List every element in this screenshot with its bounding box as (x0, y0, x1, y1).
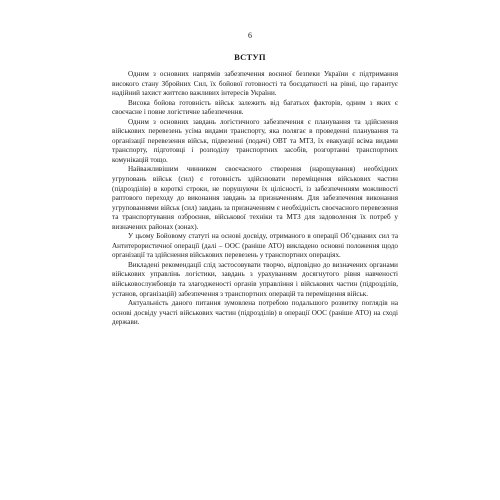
page-number: 6 (248, 31, 252, 40)
section-heading: ВСТУП (234, 52, 266, 62)
paragraph: Актуальність даного питання зумовлена потребою подальшого розвитку поглядів на основі досвіду участі військових частин (підрозділів) в операції ООС (раніше АТО) на сході держави. (112, 299, 398, 327)
paragraph: Одним з основних завдань логістичного забезпечення є планування та здійснення військових перевезень усіма видами транспорту, яка полягає в проведенні планування та організації перевезення військ, підвезенні (подачі) ОВТ та МТЗ, їх евакуації всіма видами транспорту, підготовці і розподілу транспортних засобів, розгортанні транспортних комунікацій тощо. (112, 117, 398, 164)
paragraph: У цьому Бойовому статуті на основі досвіду, отриманого в операції Об’єднаних сил та Антитерористичної операції (далі – ООС (раніше АТО) викладено основні положення щодо організації та здійснення військових перевезень у транспортних операціях. (112, 232, 398, 260)
document-body (112, 70, 398, 328)
paragraph: Викладені рекомендації слід застосовувати творчо, відповідно до визначених органами військових управлінь логістики, завдань з урахуванням досягнутого рівня навченості військовослужбовців та злагодженості органів управління і військових частин (підрозділів, установ, організацій) забезпечення з транспортних операцій та переміщення військ. (112, 260, 398, 298)
paragraph: Найважливішим чинником своєчасного створення (нарощування) необхідних угруповань військ (сил) є готовність здійснювати переміщення військових частин (підрозділів) в короткі строки, не порушуючи їх цілісності, із забезпеченням можливості раптового переходу до виконання завдань за призначенням. Для забезпечення виконання угрупованнями військ (сил) завдань за призначенням є необхідність своєчасного перевезення та транспортування озброєння, військової техніки та МТЗ для задоволення їх потреб у визначених районах (зонах). (112, 165, 398, 231)
paragraph: Висока бойова готовність військ залежить від багатьох факторів, одним з яких є своєчасне і повне логістичне забезпечення. (112, 98, 398, 117)
paragraph: Одним з основних напрямів забезпечення воєнної безпеки України є підтримання високого стану Збройних Сил, їх бойової готовності та боєздатності на рівні, що гарантує надійний захист життєво важливих інтересів України. (112, 70, 398, 98)
